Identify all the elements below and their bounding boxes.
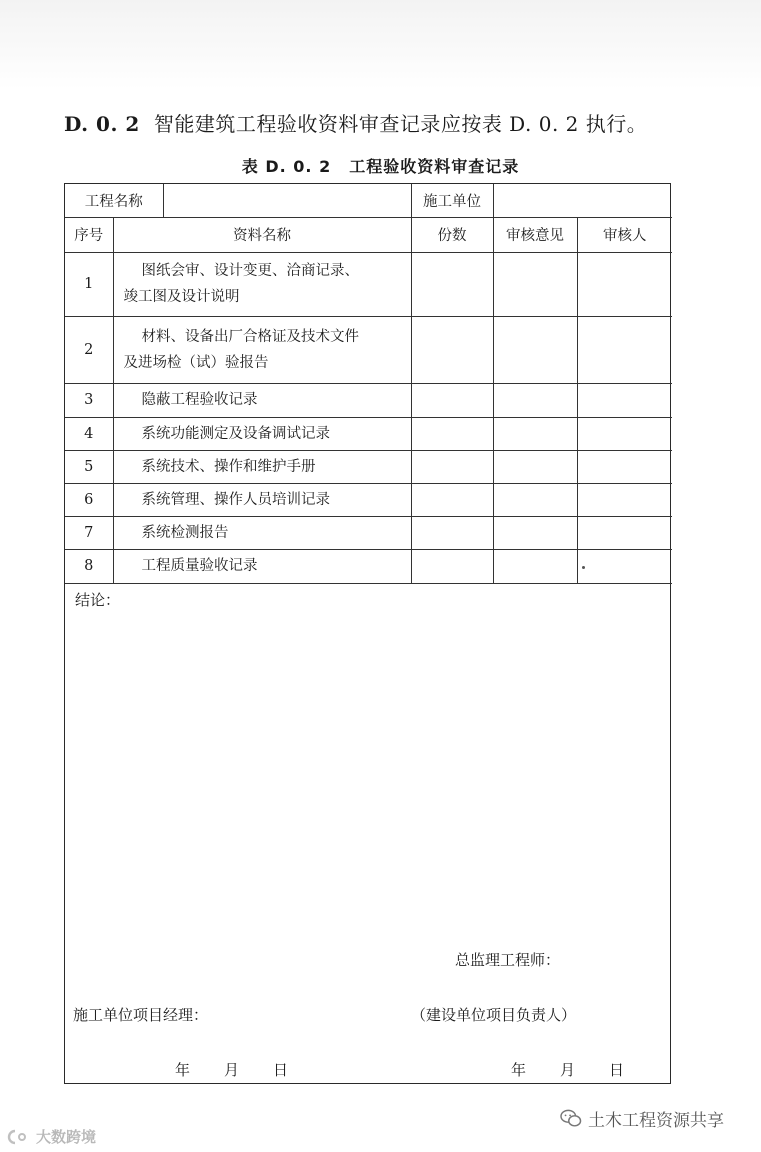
table-number: 表 D. 0. 2	[241, 157, 332, 176]
row-copies-cell[interactable]	[411, 383, 493, 417]
table-caption	[0, 154, 761, 177]
chief-engineer-label: 总监理工程师：	[455, 951, 561, 969]
contractor-label: 施工单位	[411, 184, 493, 217]
row-reviewer-cell[interactable]	[577, 252, 672, 316]
review-record-form	[64, 183, 671, 1084]
row-opinion-cell[interactable]	[493, 316, 577, 383]
row-copies-cell[interactable]	[411, 252, 493, 316]
row-copies-cell[interactable]	[411, 316, 493, 383]
contractor-field[interactable]	[493, 184, 672, 217]
row-doc-name	[113, 516, 411, 549]
row-seq: 5	[65, 450, 113, 483]
date-year: 年	[175, 1061, 191, 1079]
row-copies-cell[interactable]	[411, 417, 493, 450]
row-reviewer-cell[interactable]	[577, 383, 672, 417]
scan-shading	[0, 0, 761, 90]
date-day: 日	[609, 1061, 625, 1079]
row-doc-name	[113, 417, 411, 450]
header-reviewer: 审核人	[577, 217, 672, 252]
date-year: 年	[511, 1061, 527, 1079]
scan-speck	[582, 566, 585, 569]
clause-text: 智能建筑工程验收资料审查记录应按表 D. 0. 2 执行。	[153, 112, 648, 136]
project-name-label: 工程名称	[65, 184, 163, 217]
brand-logo-icon	[6, 1128, 32, 1146]
row-doc-name	[113, 252, 411, 316]
table-row	[65, 417, 672, 450]
date-month: 月	[560, 1061, 576, 1079]
header-doc-name: 资料名称	[113, 217, 411, 252]
header-row	[65, 217, 672, 252]
corner-watermark	[6, 1126, 96, 1147]
row-seq: 1	[65, 252, 113, 316]
row-doc-name	[113, 450, 411, 483]
row-doc-line1: 材料、设备出厂合格证及技术文件	[141, 328, 359, 345]
row-doc-name	[113, 549, 411, 583]
review-table	[65, 184, 672, 584]
date-day: 日	[273, 1061, 289, 1079]
row-seq: 4	[65, 417, 113, 450]
project-name-field[interactable]	[163, 184, 411, 217]
clause-heading	[64, 108, 647, 137]
table-row	[65, 549, 672, 583]
table-row	[65, 450, 672, 483]
table-row	[65, 383, 672, 417]
row-doc-line2: 竣工图及设计说明	[123, 289, 240, 305]
wechat-watermark	[560, 1106, 724, 1131]
header-opinion: 审核意见	[493, 217, 577, 252]
row-doc-line2: 及进场检（试）验报告	[123, 354, 269, 371]
row-opinion-cell[interactable]	[493, 450, 577, 483]
row-seq: 3	[65, 383, 113, 417]
row-doc-name	[113, 383, 411, 417]
contractor-pm-label: 施工单位项目经理：	[73, 1006, 209, 1024]
row-copies-cell[interactable]	[411, 549, 493, 583]
contractor-date	[175, 1059, 288, 1080]
row-opinion-cell[interactable]	[493, 252, 577, 316]
row-doc-line1: 系统管理、操作人员培训记录	[141, 491, 330, 508]
row-reviewer-cell[interactable]	[577, 417, 672, 450]
row-opinion-cell[interactable]	[493, 549, 577, 583]
row-doc-line1: 系统检测报告	[141, 524, 229, 541]
row-reviewer-cell[interactable]	[577, 316, 672, 383]
corner-watermark-text: 大数跨境	[36, 1128, 97, 1146]
owner-rep-label: （建设单位项目负责人）	[411, 1006, 577, 1024]
row-opinion-cell[interactable]	[493, 483, 577, 516]
table-row	[65, 483, 672, 516]
supervisor-date	[511, 1059, 624, 1080]
row-doc-line1: 系统技术、操作和维护手册	[141, 458, 316, 475]
row-doc-name	[113, 483, 411, 516]
row-seq: 7	[65, 516, 113, 549]
row-seq: 6	[65, 483, 113, 516]
row-reviewer-cell[interactable]	[577, 516, 672, 549]
row-opinion-cell[interactable]	[493, 516, 577, 549]
wechat-watermark-text: 土木工程资源共享	[588, 1111, 724, 1131]
project-info-row	[65, 184, 672, 217]
wechat-icon	[560, 1109, 582, 1129]
clause-number: D. 0. 2	[64, 112, 140, 136]
row-opinion-cell[interactable]	[493, 417, 577, 450]
row-reviewer-cell[interactable]	[577, 483, 672, 516]
header-seq: 序号	[65, 217, 113, 252]
table-row	[65, 516, 672, 549]
row-doc-name	[113, 316, 411, 383]
row-copies-cell[interactable]	[411, 483, 493, 516]
row-copies-cell[interactable]	[411, 516, 493, 549]
header-copies: 份数	[411, 217, 493, 252]
row-doc-line1: 工程质量验收记录	[141, 558, 258, 574]
row-opinion-cell[interactable]	[493, 383, 577, 417]
conclusion-label: 结论：	[75, 591, 121, 609]
row-doc-line1: 系统功能测定及设备调试记录	[141, 425, 330, 442]
row-copies-cell[interactable]	[411, 450, 493, 483]
row-reviewer-cell[interactable]	[577, 549, 672, 583]
table-row	[65, 252, 672, 316]
row-doc-line1: 图纸会审、设计变更、洽商记录、	[141, 263, 359, 279]
table-title: 工程验收资料审查记录	[349, 157, 520, 176]
row-seq: 8	[65, 549, 113, 583]
date-month: 月	[224, 1061, 240, 1079]
row-seq: 2	[65, 316, 113, 383]
row-doc-line1: 隐蔽工程验收记录	[141, 392, 258, 408]
row-reviewer-cell[interactable]	[577, 450, 672, 483]
table-row	[65, 316, 672, 383]
